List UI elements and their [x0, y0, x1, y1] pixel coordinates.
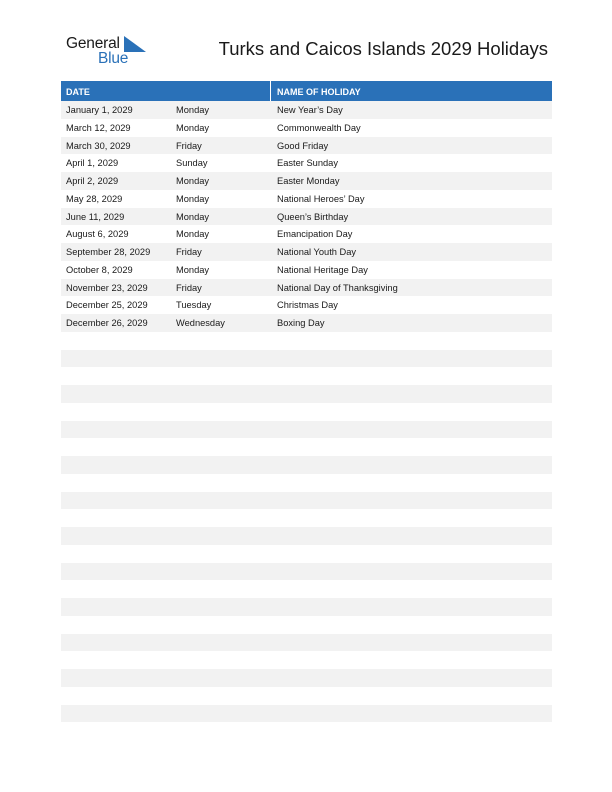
- holiday-weekday: Friday: [176, 140, 202, 151]
- table-row: [61, 580, 552, 598]
- holiday-name: National Day of Thanksgiving: [277, 282, 398, 293]
- holiday-weekday: Friday: [176, 282, 202, 293]
- holiday-date: April 2, 2029: [66, 176, 119, 186]
- holiday-date: April 1, 2029: [66, 158, 119, 169]
- holiday-date: December 25, 2029: [66, 300, 148, 311]
- holiday-weekday: Monday: [176, 211, 210, 222]
- holiday-date: December 26, 2029: [66, 318, 148, 328]
- table-row: [61, 438, 552, 456]
- table-row: [61, 687, 552, 705]
- table-row: [61, 385, 552, 403]
- table-row: [61, 651, 552, 669]
- holiday-weekday: Monday: [176, 105, 210, 115]
- holiday-name: Commonwealth Day: [277, 122, 361, 133]
- table-row: [61, 509, 552, 527]
- holiday-table: [61, 81, 552, 740]
- table-row: [61, 563, 552, 581]
- table-row: [61, 154, 552, 172]
- holiday-name: Boxing Day: [277, 318, 325, 328]
- table-row: [61, 101, 552, 119]
- table-row: [61, 492, 552, 510]
- table-row: [61, 279, 552, 297]
- holiday-weekday: Monday: [176, 122, 210, 133]
- table-row: [61, 527, 552, 545]
- table-row: [61, 314, 552, 332]
- holiday-date: November 23, 2029: [66, 282, 148, 293]
- table-row: [61, 545, 552, 563]
- holiday-weekday: Monday: [176, 176, 210, 186]
- holiday-weekday: Friday: [176, 247, 202, 257]
- holiday-date: September 28, 2029: [66, 247, 151, 257]
- table-row: [61, 616, 552, 634]
- generalblue-logo: [66, 35, 156, 69]
- table-row: [61, 261, 552, 279]
- table-row: [61, 208, 552, 226]
- holiday-weekday: Wednesday: [176, 318, 225, 328]
- logo-blue-text: Blue: [98, 50, 129, 67]
- header-divider: [270, 81, 271, 101]
- holiday-name: National Heritage Day: [277, 264, 368, 275]
- table-row: [61, 243, 552, 261]
- table-row: [61, 350, 552, 368]
- table-row: [61, 225, 552, 243]
- holiday-weekday: Tuesday: [176, 300, 212, 311]
- holiday-date: October 8, 2029: [66, 264, 133, 275]
- holiday-weekday: Monday: [176, 229, 210, 240]
- holiday-weekday: Sunday: [176, 158, 208, 169]
- holiday-weekday: Monday: [176, 193, 210, 204]
- table-row: [61, 669, 552, 687]
- table-header: [61, 81, 552, 101]
- table-row: [61, 722, 552, 740]
- holiday-name: Easter Monday: [277, 176, 340, 186]
- header-date: DATE: [66, 87, 90, 97]
- holiday-date: January 1, 2029: [66, 105, 133, 115]
- table-row: [61, 332, 552, 350]
- table-row: [61, 367, 552, 385]
- holiday-name: Easter Sunday: [277, 158, 338, 169]
- logo-general-text: General: [66, 35, 120, 52]
- holiday-name: Good Friday: [277, 140, 329, 151]
- table-row: [61, 119, 552, 137]
- holiday-name: New Year’s Day: [277, 105, 343, 115]
- holiday-date: May 28, 2029: [66, 193, 123, 204]
- table-row: [61, 456, 552, 474]
- holiday-weekday: Monday: [176, 264, 210, 275]
- table-body: [61, 101, 552, 740]
- table-row: [61, 474, 552, 492]
- holiday-date: August 6, 2029: [66, 229, 129, 240]
- table-row: [61, 421, 552, 439]
- table-row: [61, 705, 552, 723]
- holiday-name: Emancipation Day: [277, 229, 353, 240]
- holiday-name: National Heroes’ Day: [277, 193, 365, 204]
- table-row: [61, 296, 552, 314]
- page-title: Turks and Caicos Islands 2029 Holidays: [218, 38, 548, 59]
- holiday-name: Christmas Day: [277, 300, 338, 311]
- table-row: [61, 190, 552, 208]
- holiday-date: March 12, 2029: [66, 122, 131, 133]
- holiday-date: June 11, 2029: [66, 211, 125, 222]
- table-row: [61, 634, 552, 652]
- holiday-date: March 30, 2029: [66, 140, 131, 151]
- header-holiday-name: NAME OF HOLIDAY: [277, 87, 361, 97]
- holiday-name: National Youth Day: [277, 247, 357, 257]
- table-row: [61, 137, 552, 155]
- holiday-name: Queen’s Birthday: [277, 211, 349, 222]
- table-row: [61, 403, 552, 421]
- table-row: [61, 598, 552, 616]
- table-row: [61, 172, 552, 190]
